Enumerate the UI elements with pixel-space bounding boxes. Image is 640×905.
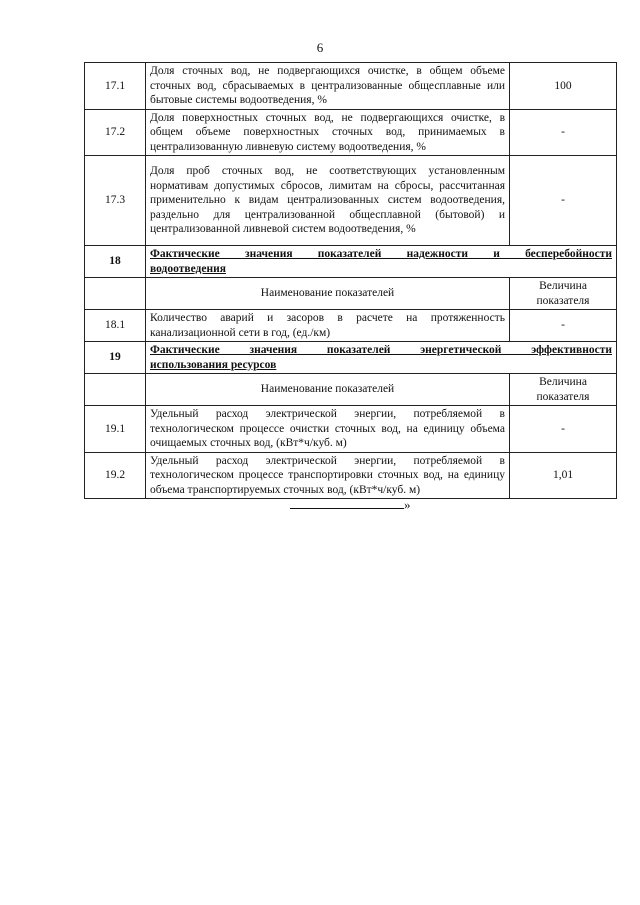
- row-number: 19.2: [85, 452, 146, 499]
- empty-cell: [85, 374, 146, 406]
- indicator-description: Количество аварий и засоров в расчете на протяженность канализационной сети в год, (ед./км): [146, 310, 510, 342]
- indicator-description: Удельный расход электрической энергии, потребляемой в технологическом процессе очистки сточных вод, на единицу объема очищаемых сточных вод, (кВт*ч/куб. м): [146, 406, 510, 453]
- table-row: [85, 63, 617, 110]
- column-header-value: Величина показателя: [510, 278, 617, 310]
- table-row: [85, 452, 617, 499]
- indicator-description: Удельный расход электрической энергии, потребляемой в технологическом процессе транспортировки сточных вод, на единицу объема транспортируемых сточных вод, (кВт*ч/куб. м): [146, 452, 510, 499]
- row-number: 19.1: [85, 406, 146, 453]
- section-number: 19: [85, 342, 146, 374]
- section-header-row: [85, 342, 617, 374]
- section-title: [146, 342, 617, 374]
- indicator-value: -: [510, 156, 617, 246]
- page-number: 6: [316, 40, 324, 55]
- column-header-row: [85, 278, 617, 310]
- indicator-description: Доля проб сточных вод, не соответствующих установленным нормативам допустимых сбросов, лимитам на сбросы, рассчитанная применительно к видам централизованных систем водоотведения, раздельно для централизованной общесплавной (бытовой) и централизованной ливневой систем водоотведения, %: [146, 156, 510, 246]
- column-header-name: Наименование показателей: [146, 374, 510, 406]
- indicator-value: 100: [510, 63, 617, 110]
- row-number: 17.2: [85, 109, 146, 156]
- closing-quote: [290, 497, 411, 513]
- indicator-value: -: [510, 310, 617, 342]
- indicators-table: [84, 62, 617, 499]
- section-title: [146, 246, 617, 278]
- table-row: [85, 109, 617, 156]
- section-header-row: [85, 246, 617, 278]
- indicator-value: -: [510, 109, 617, 156]
- section-title-line: водоотведения: [150, 262, 226, 275]
- section-title-line: Фактические значения показателей надежности и бесперебойности: [150, 248, 612, 260]
- table-row: [85, 156, 617, 246]
- indicator-description: Доля сточных вод, не подвергающихся очистке, в общем объеме сточных вод, сбрасываемых в централизованные общесплавные или бытовые системы водоотведения, %: [146, 63, 510, 110]
- column-header-name: Наименование показателей: [146, 278, 510, 310]
- indicator-value: -: [510, 406, 617, 453]
- row-number: 17.1: [85, 63, 146, 110]
- indicator-description: Доля поверхностных сточных вод, не подвергающихся очистке, в общем объеме поверхностных сточных вод, принимаемых в централизованную ливневую систему водоотведения, %: [146, 109, 510, 156]
- empty-cell: [85, 278, 146, 310]
- closing-underline: [290, 498, 404, 509]
- table-row: [85, 406, 617, 453]
- column-header-row: [85, 374, 617, 406]
- closing-quote-mark: »: [404, 497, 411, 512]
- row-number: 18.1: [85, 310, 146, 342]
- section-title-line: Фактические значения показателей энергетической эффективности: [150, 344, 612, 356]
- section-number: 18: [85, 246, 146, 278]
- column-header-value: Величина показателя: [510, 374, 617, 406]
- section-title-line: использования ресурсов: [150, 358, 277, 371]
- indicator-value: 1,01: [510, 452, 617, 499]
- table-row: [85, 310, 617, 342]
- row-number: 17.3: [85, 156, 146, 246]
